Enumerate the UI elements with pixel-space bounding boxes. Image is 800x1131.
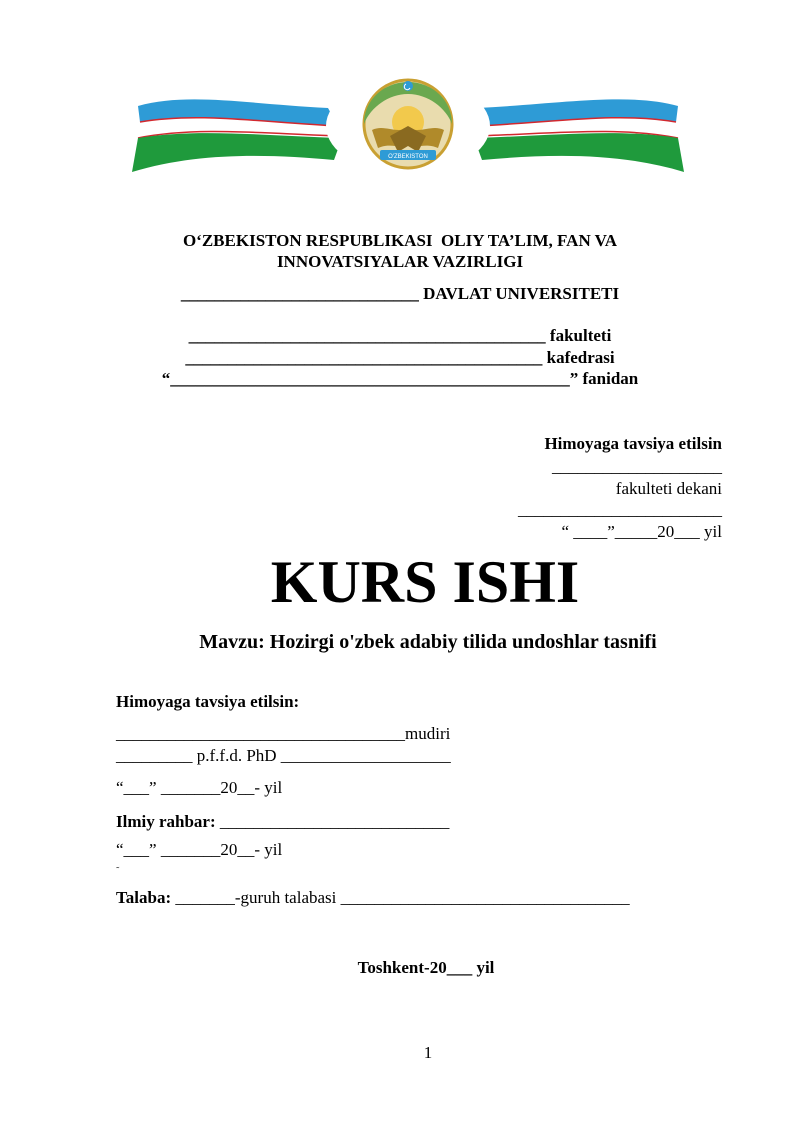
faculty-line: __________________________________________ fakulteti <box>188 326 612 345</box>
left-flag-icon <box>132 99 342 172</box>
approval-title-bottom: Himoyaga tavsiya etilsin: <box>116 692 300 711</box>
dean-signature-line: ________________________ <box>518 500 722 519</box>
supervisor-row <box>116 812 449 832</box>
page-number: 1 <box>423 1043 433 1062</box>
student-label: Talaba: <box>116 888 172 907</box>
uzbekistan-emblem-banner <box>128 78 688 178</box>
student-row <box>116 888 630 908</box>
dean-label: fakulteti dekani <box>615 479 722 498</box>
approval-title-top: Himoyaga tavsiya etilsin <box>544 434 722 453</box>
approval-date-1: “___” _______20__- yil <box>116 778 283 797</box>
ministry-line-1: O‘ZBEKISTON RESPUBLIKASI OLIY TA’LIM, FAN VA <box>182 231 618 250</box>
supervisor-signature-line: ___________________________ <box>215 812 450 831</box>
head-signature-line: __________________________________mudiri <box>116 724 451 743</box>
coat-of-arms-icon <box>326 78 490 174</box>
degree-line: _________ p.f.f.d. PhD ____________________ <box>116 746 451 765</box>
topic-line: Mavzu: Hozirgi o'zbek adabiy tilida undoshlar tasnifi <box>199 631 657 653</box>
university-line: ____________________________ DAVLAT UNIVERSITETI <box>180 284 620 303</box>
student-line: _______-guruh talabasi __________________________________ <box>171 888 630 907</box>
ministry-line-2: INNOVATSIYALAR VAZIRLIGI <box>276 252 524 271</box>
small-mark: ˜ <box>116 866 120 877</box>
city-year: Toshkent-20___ yil <box>357 958 495 977</box>
approval-signature-line: ____________________ <box>552 457 722 476</box>
approval-date-2: “___” _______20__- yil <box>116 840 283 859</box>
subject-line: “_______________________________________________” fanidan <box>161 369 639 388</box>
approval-date-top: “ ____”_____20___ yil <box>561 522 722 541</box>
svg-text:O'ZBEKISTON: O'ZBEKISTON <box>388 154 428 160</box>
supervisor-label: Ilmiy rahbar: <box>116 812 216 831</box>
main-title: KURS ISHI <box>270 549 580 615</box>
right-flag-icon <box>474 99 684 172</box>
department-line: __________________________________________ kafedrasi <box>185 348 615 367</box>
